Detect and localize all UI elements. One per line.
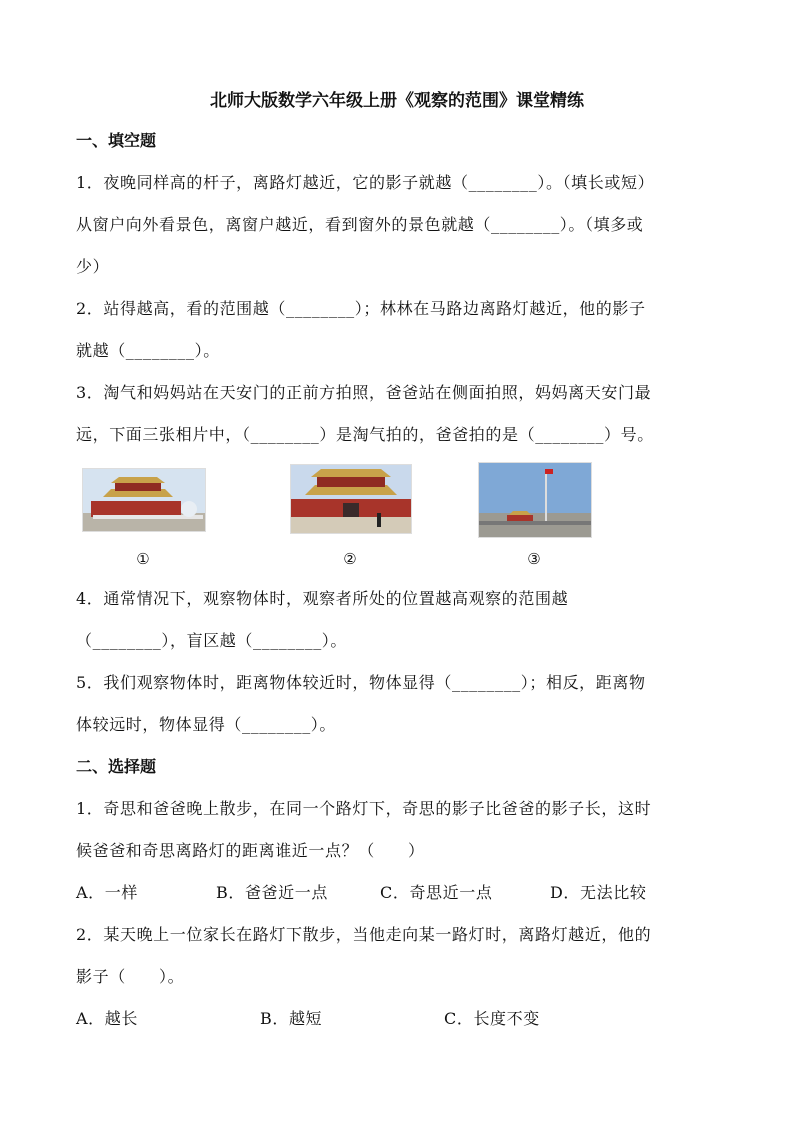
page-title: 北师大版数学六年级上册《观察的范围》课堂精练 [210, 91, 584, 111]
fill-q1-line1: 1．夜晚同样高的杆子，离路灯越近，它的影子就越（________）。（填长或短） [76, 173, 655, 192]
fill-q4-line1: 4．通常情况下，观察物体时，观察者所处的位置越高观察的范围越 [76, 589, 569, 608]
choice-q1-line2: 候爸爸和奇思离路灯的距离谁近一点？（ ） [76, 841, 425, 860]
choice-q1-option-a: A．一样 [76, 883, 138, 902]
choice-q2-line2: 影子（ ）。 [76, 967, 185, 986]
section-fill-heading: 一、填空题 [76, 131, 157, 150]
choice-q1-option-b: B．爸爸近一点 [216, 883, 328, 902]
choice-q1-option-d: D．无法比较 [550, 883, 647, 902]
photo-3-caption: ③ [527, 550, 541, 568]
fill-q3-line2: 远，下面三张相片中，（________）是淘气拍的，爸爸拍的是（________）号。 [76, 425, 654, 444]
section-choice-heading: 二、选择题 [76, 757, 157, 776]
fill-q5-line2: 体较远时，物体显得（________）。 [76, 715, 337, 734]
photo-1-caption: ① [136, 550, 150, 568]
photo-3-square-far-view [478, 462, 592, 538]
photo-1-gate-side-view [82, 468, 206, 532]
choice-q2-option-a: A．越长 [76, 1009, 138, 1028]
choice-q2-option-c: C．长度不变 [444, 1009, 540, 1028]
fill-q1-line2: 从窗户向外看景色，离窗户越近，看到窗外的景色就越（________）。（填多或 [76, 215, 644, 234]
choice-q1-option-c: C．奇思近一点 [380, 883, 493, 902]
choice-q2-option-b: B．越短 [260, 1009, 323, 1028]
fill-q3-line1: 3．淘气和妈妈站在天安门的正前方拍照，爸爸站在侧面拍照，妈妈离天安门最 [76, 383, 652, 402]
photo-2-gate-front-near [290, 464, 412, 534]
fill-q2-line1: 2．站得越高，看的范围越（________）；林林在马路边离路灯越近，他的影子 [76, 299, 646, 318]
fill-q5-line1: 5．我们观察物体时，距离物体较近时，物体显得（________）；相反，距离物 [76, 673, 646, 692]
choice-q1-line1: 1．奇思和爸爸晚上散步，在同一个路灯下，奇思的影子比爸爸的影子长，这时 [76, 799, 652, 818]
fill-q1-line3: 少） [76, 257, 110, 276]
fill-q4-line2: （________），盲区越（________）。 [76, 631, 348, 650]
choice-q2-line1: 2．某天晚上一位家长在路灯下散步，当他走向某一路灯时，离路灯越近，他的 [76, 925, 652, 944]
fill-q2-line2: 就越（________）。 [76, 341, 220, 360]
photo-2-caption: ② [343, 550, 357, 568]
